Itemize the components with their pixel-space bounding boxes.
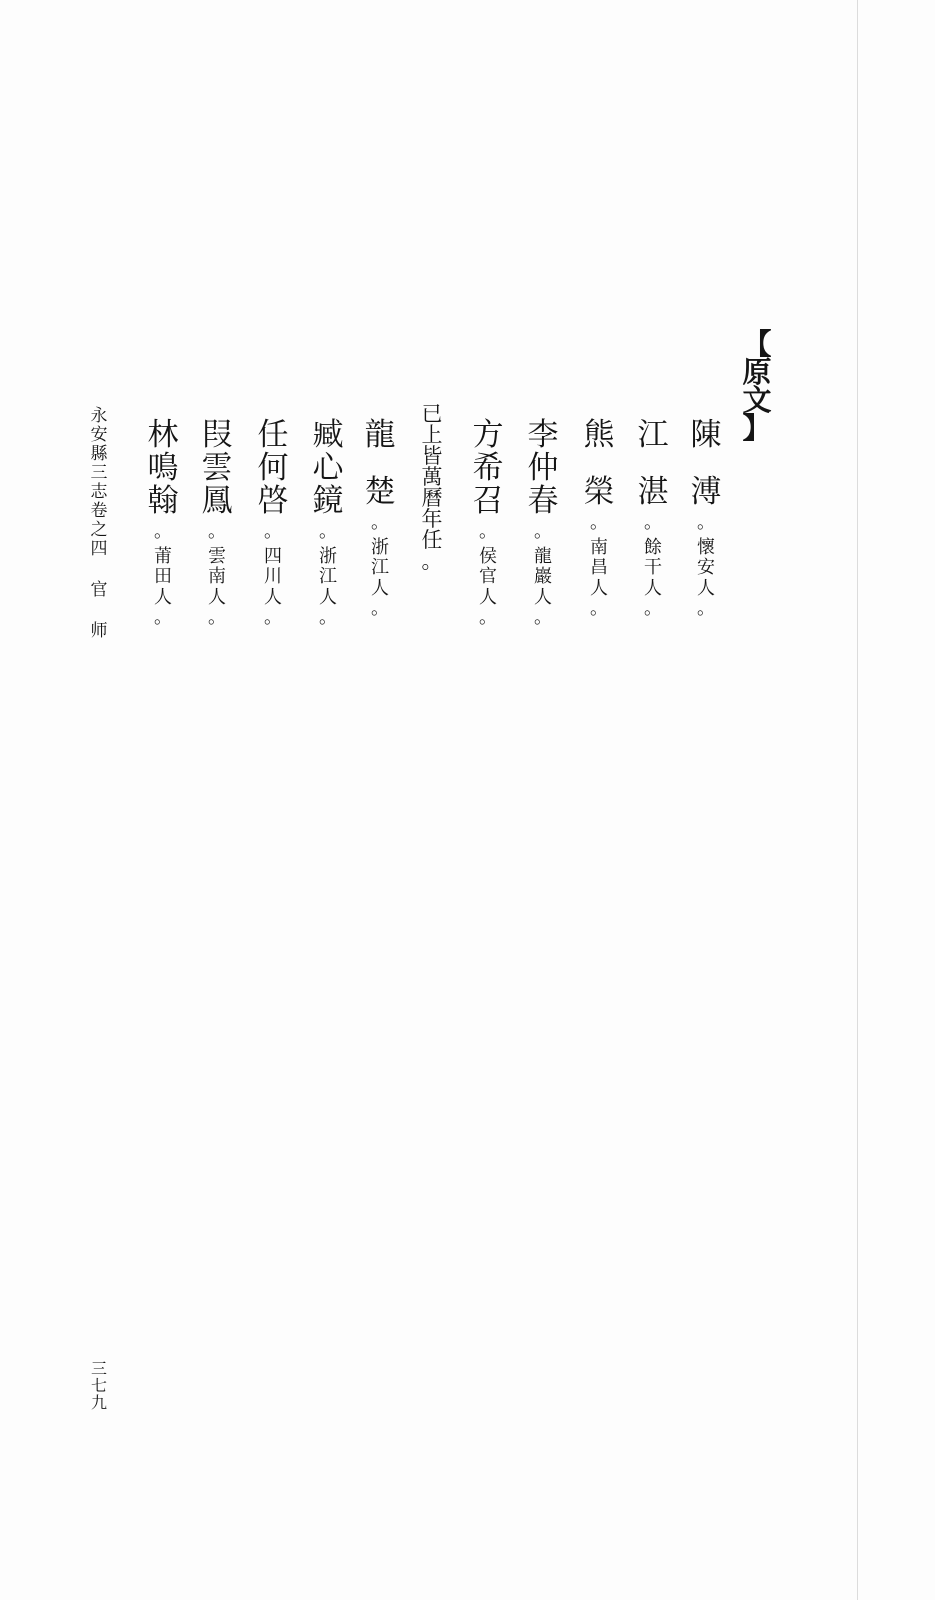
glyph: 人 [479,586,497,608]
glyph: 。 [208,521,226,542]
running-head-section-b [91,623,108,642]
official-name [312,417,344,519]
page-number [86,1361,112,1412]
entry-column-9 [194,417,240,630]
official-origin [644,536,662,621]
glyph: 希 [472,450,504,486]
entry-column-1 [683,417,729,621]
glyph: 叚 [201,417,233,453]
glyph: 。 [421,549,443,573]
glyph: 人 [154,586,172,608]
entry-column-10 [140,417,186,630]
official-name [472,417,504,519]
glyph: 縣 [90,444,108,464]
separator-mark [697,514,715,535]
glyph: 。 [644,512,662,533]
glyph: 干 [644,557,662,578]
official-origin [697,536,715,621]
glyph: 莆 [154,545,172,567]
official-origin [534,545,552,630]
glyph: 人 [319,586,337,608]
glyph: 三 [90,1359,107,1378]
glyph: 召 [472,483,504,519]
separator-mark [590,514,608,535]
glyph: 啓 [257,483,289,519]
official-origin [371,536,389,621]
official-name [364,417,396,453]
glyph: 侯 [479,545,497,567]
running-head [86,408,112,642]
glyph: 鏡 [312,483,344,519]
glyph: 。 [371,598,389,619]
glyph: 三 [90,463,108,483]
glyph: 巖 [534,566,552,587]
separator-mark [644,514,662,535]
glyph: 皆 [421,444,443,468]
official-name [364,474,396,510]
glyph: 。 [590,512,608,533]
glyph: 龍 [364,417,396,453]
glyph: 。 [319,521,337,542]
glyph: 懷 [697,536,715,558]
glyph: 李 [527,417,559,453]
glyph: 年 [421,507,443,531]
glyph: 。 [319,607,337,628]
glyph: 南 [590,536,608,558]
glyph: 文 [742,383,772,417]
official-name [637,417,669,453]
glyph: 原 [742,355,772,389]
glyph: 昌 [590,557,608,578]
running-head-title [91,408,108,560]
glyph: 上 [421,423,443,447]
glyph: 雲 [208,545,226,567]
glyph: 。 [264,521,282,542]
glyph: 雲 [201,450,233,486]
separator-mark [208,523,226,544]
separator-mark [479,523,497,544]
official-origin [319,545,337,630]
glyph: 鳳 [201,483,233,519]
glyph: 官 [479,566,497,587]
separator-mark [371,514,389,535]
glyph: 林 [147,417,179,453]
tenure-note [416,404,448,572]
glyph: 永 [90,406,108,426]
glyph: 楚 [364,474,396,510]
glyph: 四 [264,545,282,567]
section-heading [738,327,776,445]
glyph: 江 [637,417,669,453]
glyph: 江 [371,557,389,578]
official-name [583,474,615,510]
separator-mark [154,523,172,544]
glyph: 。 [590,598,608,619]
official-name [690,474,722,510]
glyph: 】 [742,411,772,445]
glyph: 九 [90,1393,107,1412]
glyph: 人 [534,586,552,608]
glyph: 仲 [527,450,559,486]
glyph: 人 [208,586,226,608]
glyph: 翰 [147,483,179,519]
glyph: 七 [90,1376,107,1395]
official-name [257,417,289,519]
glyph: 师 [90,621,108,641]
glyph: 田 [154,566,172,587]
glyph: 人 [590,577,608,599]
glyph: 心 [312,450,344,486]
glyph: 。 [534,521,552,542]
glyph: 。 [264,607,282,628]
separator-mark [264,523,282,544]
official-name [637,474,669,510]
entry-column-7 [305,417,351,630]
glyph: 川 [264,566,282,587]
glyph: 陳 [690,417,722,453]
entry-column-4 [520,417,566,630]
glyph: 【 [742,327,772,361]
glyph: 。 [697,598,715,619]
glyph: 浙 [371,536,389,558]
glyph: 江 [319,566,337,587]
official-origin [154,545,172,630]
glyph: 。 [644,598,662,619]
glyph: 南 [208,566,226,587]
glyph: 。 [697,512,715,533]
official-origin [590,536,608,621]
official-origin [264,545,282,630]
glyph: 人 [644,577,662,599]
glyph: 人 [371,577,389,599]
entry-column-3 [576,417,622,621]
glyph: 。 [534,607,552,628]
glyph: 臧 [312,417,344,453]
official-name [690,417,722,453]
glyph: 。 [479,521,497,542]
glyph: 安 [697,557,715,578]
glyph: 人 [697,577,715,599]
glyph: 志 [90,482,108,502]
page-edge-line [857,0,858,1600]
glyph: 已 [421,402,443,426]
glyph: 之 [90,520,108,540]
glyph: 四 [90,539,108,559]
entry-column-2 [630,417,676,621]
running-head-section-a [91,582,108,601]
glyph: 溥 [690,474,722,510]
glyph: 榮 [583,474,615,510]
official-origin [479,545,497,630]
official-origin [208,545,226,630]
glyph: 龍 [534,545,552,567]
entry-column-5 [465,417,511,630]
glyph: 卷 [90,501,108,521]
glyph: 曆 [421,486,443,510]
official-name [147,417,179,519]
glyph: 安 [90,425,108,445]
glyph: 。 [479,607,497,628]
glyph: 萬 [421,465,443,489]
glyph: 春 [527,483,559,519]
glyph: 熊 [583,417,615,453]
separator-mark [534,523,552,544]
glyph: 湛 [637,474,669,510]
glyph: 任 [421,528,443,552]
entry-column-8 [250,417,296,630]
official-name [201,417,233,519]
official-name [527,417,559,519]
glyph: 任 [257,417,289,453]
glyph: 浙 [319,545,337,567]
glyph: 官 [90,580,108,600]
official-name [583,417,615,453]
glyph: 何 [257,450,289,486]
glyph: 。 [208,607,226,628]
glyph: 餘 [644,536,662,558]
glyph: 。 [371,512,389,533]
glyph: 人 [264,586,282,608]
glyph: 。 [154,521,172,542]
glyph: 鳴 [147,450,179,486]
separator-mark [319,523,337,544]
glyph: 方 [472,417,504,453]
entry-column-6 [357,417,403,621]
glyph: 。 [154,607,172,628]
